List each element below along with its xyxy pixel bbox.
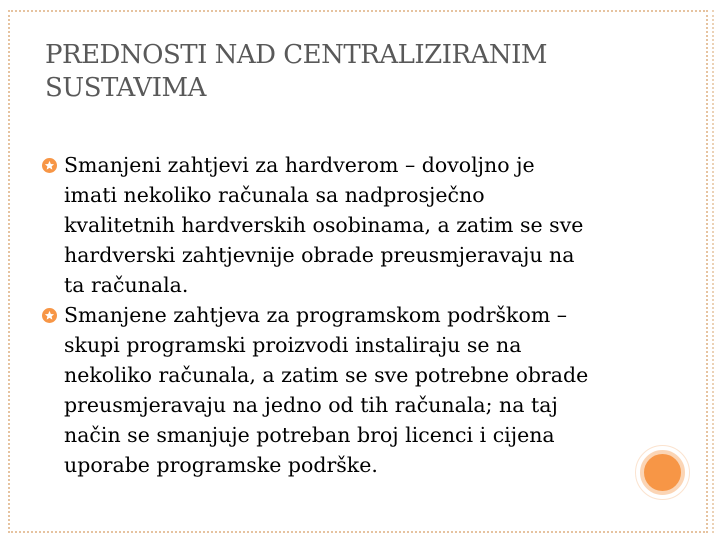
bullet-item-hardware xyxy=(42,150,697,300)
star-bullet-icon xyxy=(42,158,57,173)
slide-title-line-1: PREDNOSTI NAD CENTRALIZIRANIM xyxy=(45,40,547,70)
bullet-line: preusmjeravaju na jedno od tih računala; na taj xyxy=(64,393,558,417)
bullet-line: ta računala. xyxy=(64,273,189,297)
star-bullet-icon xyxy=(42,308,57,323)
frame-left-border xyxy=(8,10,10,533)
decorative-circle xyxy=(640,450,685,495)
bullet-line: Smanjene zahtjeva za programskom podrškom – xyxy=(64,303,568,327)
bullet-line: skupi programski proizvodi instaliraju se na xyxy=(64,333,522,357)
bullet-line: način se smanjuje potreban broj licenci i cijena xyxy=(64,423,555,447)
frame-top-border xyxy=(8,10,708,12)
frame-bottom-border xyxy=(8,531,708,533)
frame-right-outer-border xyxy=(712,10,714,533)
bullet-line: kvalitetnih hardverskih osobinama, a zatim se sve xyxy=(64,213,584,237)
slide-title xyxy=(45,39,645,104)
bullet-line: uporabe programske podrške. xyxy=(64,453,378,477)
bullet-item-software xyxy=(42,300,697,480)
bullet-line: nekoliko računala, a zatim se sve potrebne obrade xyxy=(64,363,589,387)
bullet-line: Smanjeni zahtjevi za hardverom – dovoljno je xyxy=(64,153,535,177)
bullet-line: imati nekoliko računala sa nadprosječno xyxy=(64,183,485,207)
slide-title-line-2: SUSTAVIMA xyxy=(45,72,206,103)
frame-right-border xyxy=(706,10,708,533)
bullet-line: hardverski zahtjevnije obrade preusmjeravaju na xyxy=(64,243,575,267)
bullet-list xyxy=(42,150,697,480)
